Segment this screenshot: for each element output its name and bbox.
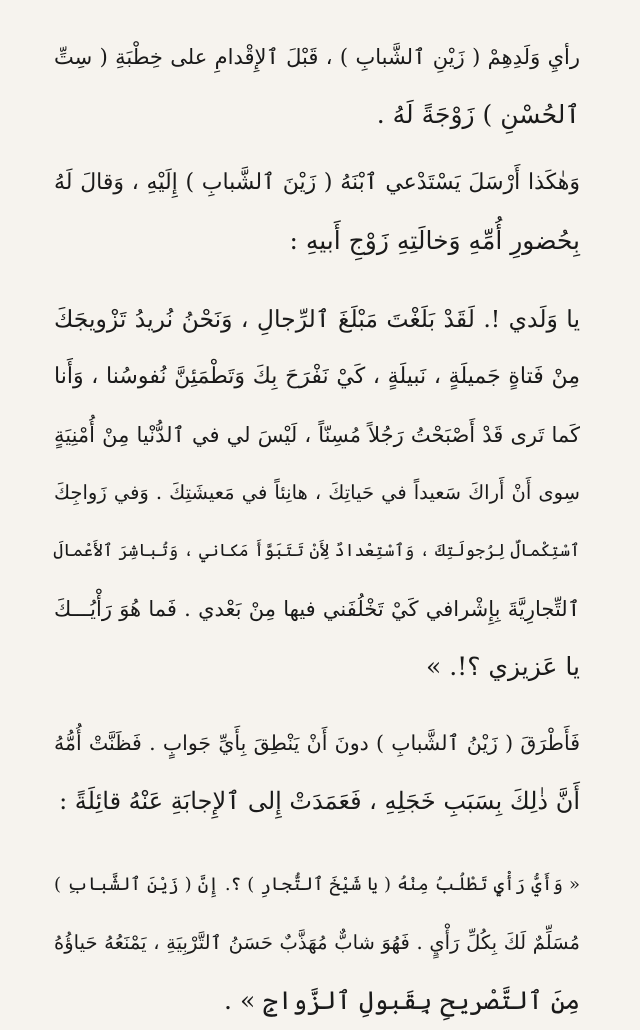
text-line: فَأَطْرَقَ ( زَيْنُ ٱلشَّبابِ ) دونَ أَنْ يَنْطِقَ بِأَيِّ جَوابٍ . فَظَنَّتْ أُمُّهُ [54, 731, 580, 755]
paragraph-1 [54, 28, 580, 144]
paragraph-3 [54, 290, 580, 696]
paragraph-2 [54, 154, 580, 270]
text-line: ٱلحُسْنِ ) زَوْجَةً لَهُ . [376, 100, 580, 129]
paragraph-5 [54, 856, 580, 1030]
text-line: « وَأَيُّ رَأْيٍ تَطْلُبُ مِنْهُ ( يا شَيْخَ ٱلتُّجارِ ) ؟. إِنَّ ( زَيْنَ ٱلشَّبابِ ) [54, 874, 580, 895]
text-line: سِوى أَنْ أَراكَ سَعيداً في حَياتِكَ ، هانِئاً في مَعيشَتِكَ . وَفي زَواجِكَ [54, 481, 580, 504]
paragraph-4 [54, 714, 580, 830]
text-line: رأيِ وَلَدِهِمْ ( زَيْنِ ٱلشَّبابِ ) ، قَبْلَ ٱلإِقْدامِ على خِطْبَةِ ( سِتِّ [54, 45, 580, 69]
text-line: ٱسْتِكْمالٌ لِرُجولَتِكَ ، وَٱسْتِعْدادٌ لِأَنْ تَتَبَوَّأَ مَكاني ، وَتُباشِرَ ٱلأَعْمالَ [53, 541, 580, 561]
text-line: وَهٰكَذا أَرْسَلَ يَسْتَدْعي ٱبْنَهُ ( زَيْنَ ٱلشَّبابِ ) إِلَيْهِ ، وَقالَ لَهُ [54, 170, 580, 195]
text-line: كَما تَرى قَدْ أَصْبَحْتُ رَجُلاً مُسِنّاً ، لَيْسَ لي في ٱلدُّنْيا مِنْ أُمْنِيَةٍ [54, 423, 580, 447]
text-line: بِحُضورِ أُمِّهِ وَخالَتِهِ زَوْجِ أَبيهِ : [289, 226, 580, 255]
text-line: يا وَلَدي !. لَقَدْ بَلَغْتَ مَبْلَغَ ٱلرِّجالِ ، وَنَحْنُ نُريدُ تَزْويجَكَ [54, 305, 580, 333]
text-line: ٱلتِّجارِيَّةَ بِإِشْرافي كَيْ تَخْلُفَني فيها مِنْ بَعْدي . فَما هُوَ رَأْيُـــكَ [54, 597, 580, 621]
text-line: مِنْ فَتاةٍ جَميلَةٍ ، نَبيلَةٍ ، كَيْ نَفْرَحَ بِكَ وَتَطْمَئِنَّ نُفوسُنا ، وَأَنا [54, 364, 580, 389]
text-line: يا عَزيزي ؟!. » [425, 652, 580, 681]
text-line: مِنَ ٱلتَّصْريحِ بِقَبولِ ٱلزَّواجِ » . [224, 986, 580, 1015]
text-line: مُسَلِّمٌ لَكَ بِكُلِّ رَأْيٍ . فَهُوَ شابٌّ مُهَذَّبٌ حَسَنُ ٱلتَّرْبِيَةِ ، يَمْنَعُهُ حَياؤُهُ [54, 931, 580, 954]
text-line: أَنَّ ذٰلِكَ بِسَبَبِ خَجَلِهِ ، فَعَمَدَتْ إِلى ٱلإِجابَةِ عَنْهُ قائِلَةً : [59, 787, 580, 815]
